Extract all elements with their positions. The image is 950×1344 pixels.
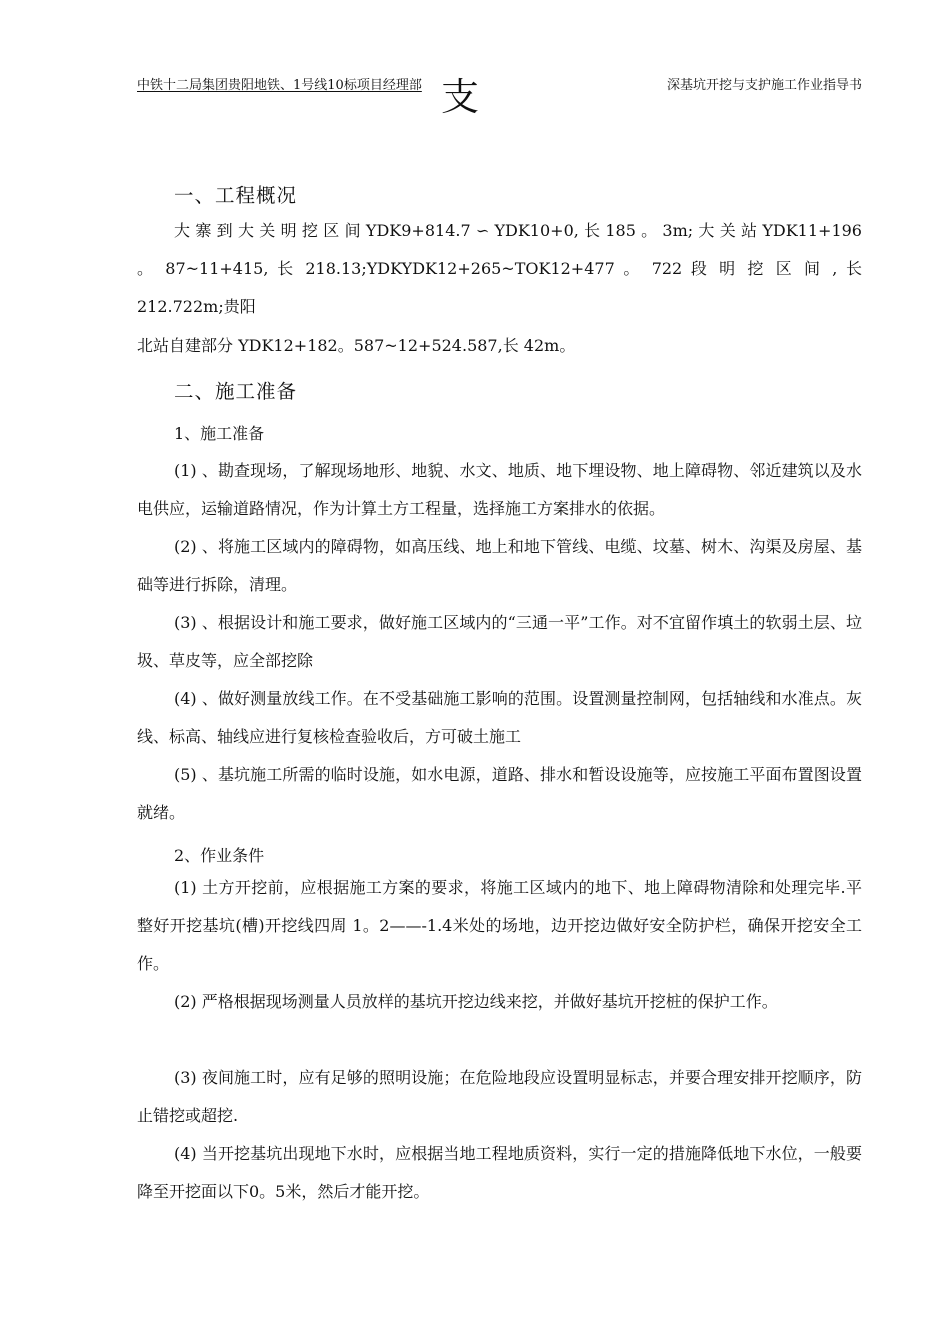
prep-item-1: (1) 、勘查现场，了解现场地形、地貌、水文、地质、地下埋设物、地上障碍物、邻近建筑以及水电供应，运输道路情况，作为计算土方工程量，选择施工方案排水的依据。	[137, 461, 862, 518]
prep-item-3: (3) 、根据设计和施工要求，做好施工区域内的“三通一平”工作。对不宜留作填土的软弱土层、垃圾、草皮等，应全部挖除	[137, 613, 862, 670]
header-right-title: 深基坑开挖与支护施工作业指导书	[666, 78, 862, 93]
subsection-2-heading: 2、作业条件	[174, 846, 265, 865]
condition-item-4: (4) 当开挖基坑出现地下水时，应根据当地工程地质资料，实行一定的措施降低地下水位，一般要降至开挖面以下0。5米，然后才能开挖。	[137, 1144, 862, 1201]
stray-character: 支	[441, 75, 480, 119]
subsection-1-heading: 1、施工准备	[174, 424, 265, 443]
section-2-heading: 二、施工准备	[174, 380, 298, 403]
section-1-paragraph-2: 北站自建部分 YDK12+182。587~12+524.587,长 42m。	[137, 336, 576, 355]
prep-item-5: (5) 、基坑施工所需的临时设施，如水电源，道路、排水和暂设设施等，应按施工平面布置图设置就绪。	[137, 765, 862, 822]
condition-item-2: (2) 严格根据现场测量人员放样的基坑开挖边线来挖，并做好基坑开挖桩的保护工作。	[174, 992, 778, 1011]
section-1-paragraph-1: 大 寨 到 大 关 明 挖 区 间 YDK9+814.7 ∽ YDK10+0, 长 185 。 3m; 大 关 站 YDK11+196 。 87~11+415, 长 218.13;YDKYDK12+265~TOK12+477 。 722 段 明 挖 区 间 , 长 212.722m;贵阳	[137, 221, 862, 316]
prep-item-2: (2) 、将施工区域内的障碍物，如高压线、地上和地下管线、电缆、坟墓、树木、沟渠及房屋、基础等进行拆除，清理。	[137, 537, 862, 594]
prep-item-4: (4) 、做好测量放线工作。在不受基础施工影响的范围。设置测量控制网，包括轴线和水准点。灰线、标高、轴线应进行复核检查验收后，方可破土施工	[137, 689, 862, 746]
condition-item-1: (1) 土方开挖前，应根据施工方案的要求，将施工区域内的地下、地上障碍物清除和处理完毕.平整好开挖基坑(槽)开挖线四周 1。2——-1.4米处的场地，边开挖边做好安全防护栏，确保开挖安全工作。	[137, 878, 862, 973]
section-1-heading: 一、工程概况	[174, 184, 298, 207]
condition-item-3: (3) 夜间施工时，应有足够的照明设施；在危险地段应设置明显标志，并要合理安排开挖顺序，防止错挖或超挖.	[137, 1068, 862, 1125]
header-left-title: 中铁十二局集团贵阳地铁、1号线10标项目经理部	[137, 78, 422, 93]
